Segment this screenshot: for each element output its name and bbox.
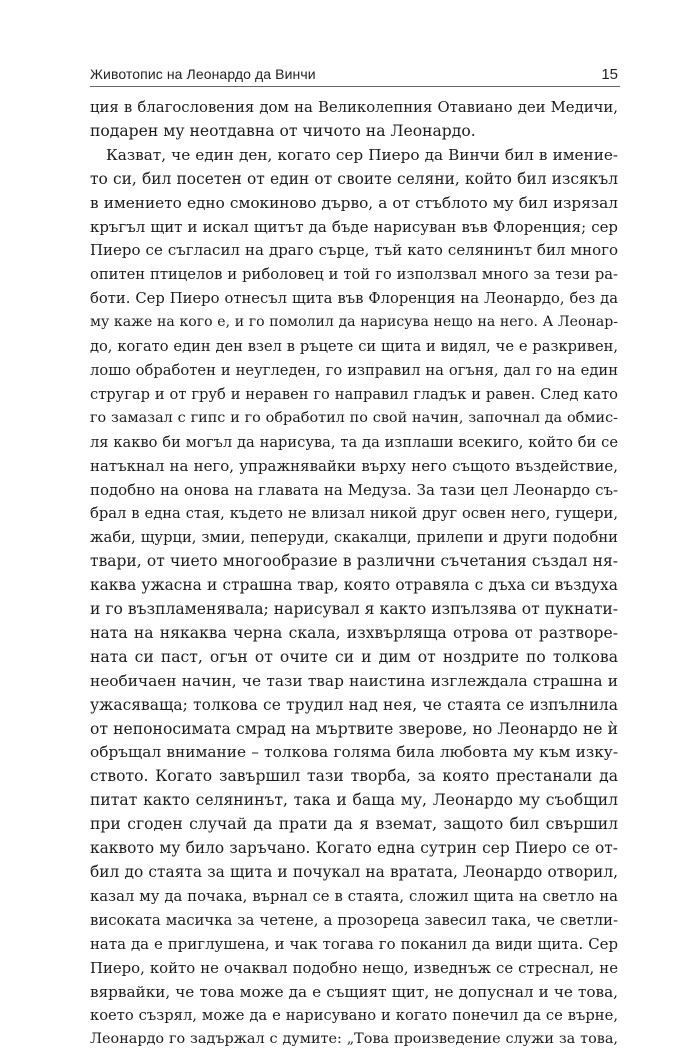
body-text [90, 96, 618, 1052]
text-line: стругар и от груб и неравен го направил гладък и равен. След като [90, 385, 618, 403]
text-line: ната на някаква черна скала, изхвърляща отрова от разтворе- [90, 623, 618, 642]
text-line: Пиеро, който не очаквал подобно нещо, изведнъж се стреснал, не [90, 958, 618, 977]
text-line: необичаен начин, че тази твар наистина изглеждала страшна и [90, 671, 618, 690]
text-line: боти. Сер Пиеро отнесъл щита във Флоренция на Леонардо, без да [90, 290, 618, 308]
text-line: бил до стаята за щита и почукал на вратата, Леонардо отворил, [90, 863, 618, 881]
text-line: то си, бил посетен от един от своите селяни, който бил изсякъл [90, 169, 618, 188]
text-line: високата масичка за четене, а прозореца завесил така, че светли- [90, 910, 618, 929]
text-line: ция в благословения дом на Великолепния Отавиано деи Медичи, [90, 99, 618, 116]
text-line: питат както селянинът, така и баща му, Леонардо му съобщил [90, 791, 618, 810]
text-line: каквото му било заръчано. Когато една сутрин сер Пиеро се от- [90, 839, 618, 858]
text-line: ната да е приглушена, и чак тогава го поканил да види щита. Сер [90, 934, 618, 953]
text-line: Пиеро се съгласил на драго сърце, тъй като селянинът бил много [90, 241, 618, 260]
text-line: Казват, че един ден, когато сер Пиеро да Винчи бил в имение- [106, 145, 618, 164]
text-line: каква ужасна и страшна твар, която отравяла с дъха си въздуха [90, 576, 618, 595]
text-line: ството. Когато завършил тази творба, за която престанали да [90, 767, 618, 786]
text-line: ля какво би могъл да нарисува, та да изплаши всекиго, който би се [90, 433, 618, 451]
text-line: кръгъл щит и искал щитът да бъде нарисуван във Флоренция; сер [90, 217, 618, 236]
text-line: жаби, щурци, змии, пеперуди, скакалци, прилепи и други подобни [90, 529, 618, 547]
text-line: от непоносимата смрад на мъртвите зверове, но Леонардо не ѝ [90, 719, 618, 738]
text-line: подарен му неотдавна от чичото на Леонардо. [90, 121, 476, 140]
text-line: опитен птицелов и риболовец и той го използвал много за тези ра- [90, 266, 618, 284]
text-line: Леонардо го задържал с думите: „Това произведение служи за това, [90, 1031, 618, 1048]
text-line: ната си паст, огън от очите си и дим от ноздрите по толкова [90, 647, 618, 666]
text-line: вярвайки, че това може да е същият щит, не допуснал и че това, [90, 982, 618, 1001]
text-line: твари, от чието многообразие в различни съчетания създал ня- [90, 552, 618, 571]
text-line: му каже на кого е, и го помолил да нарисува нещо на него. А Леонар- [90, 314, 618, 331]
text-line: при сгоден случай да прати да я вземат, защото бил свършил [90, 815, 618, 834]
text-line: натъкнал на него, упражнявайки върху него същото въздействие, [90, 456, 618, 475]
text-line: го замазал с гипс и го обработил по свой начин, започнал да обмис- [90, 409, 618, 426]
running-head-title: Животопис на Леонардо да Винчи [90, 66, 316, 82]
text-line: подобно на онова на главата на Медуза. За тази цел Леонардо съ- [90, 480, 618, 499]
text-line: в имението едно смокиново дърво, а от стъблото му бил изрязал [90, 193, 618, 212]
header-rule [90, 86, 620, 87]
text-line: ужасяваща; толкова се трудил над нея, че стаята се изпълнила [90, 695, 618, 714]
text-line: брал в една стая, където не влизал никой друг освен него, гущери, [90, 505, 618, 523]
text-line: обръщал внимание – толкова голяма била любовта му към изку- [90, 743, 618, 762]
page-number: 15 [601, 66, 618, 83]
text-line: казал му да почака, върнал се в стаята, сложил щита на светло на [90, 887, 618, 905]
text-line: и го възпламенявала; нарисувал я както изпълзява от пукнати- [90, 600, 618, 619]
text-line: до, когато един ден взел в ръцете си щита и видял, че е разкривен, [90, 338, 618, 356]
text-line: лошо обработен и неугледен, го изправил на огъня, дал го на един [90, 361, 618, 379]
text-line: което съзрял, може да е нарисувано и когато понечил да се върне, [90, 1007, 618, 1025]
